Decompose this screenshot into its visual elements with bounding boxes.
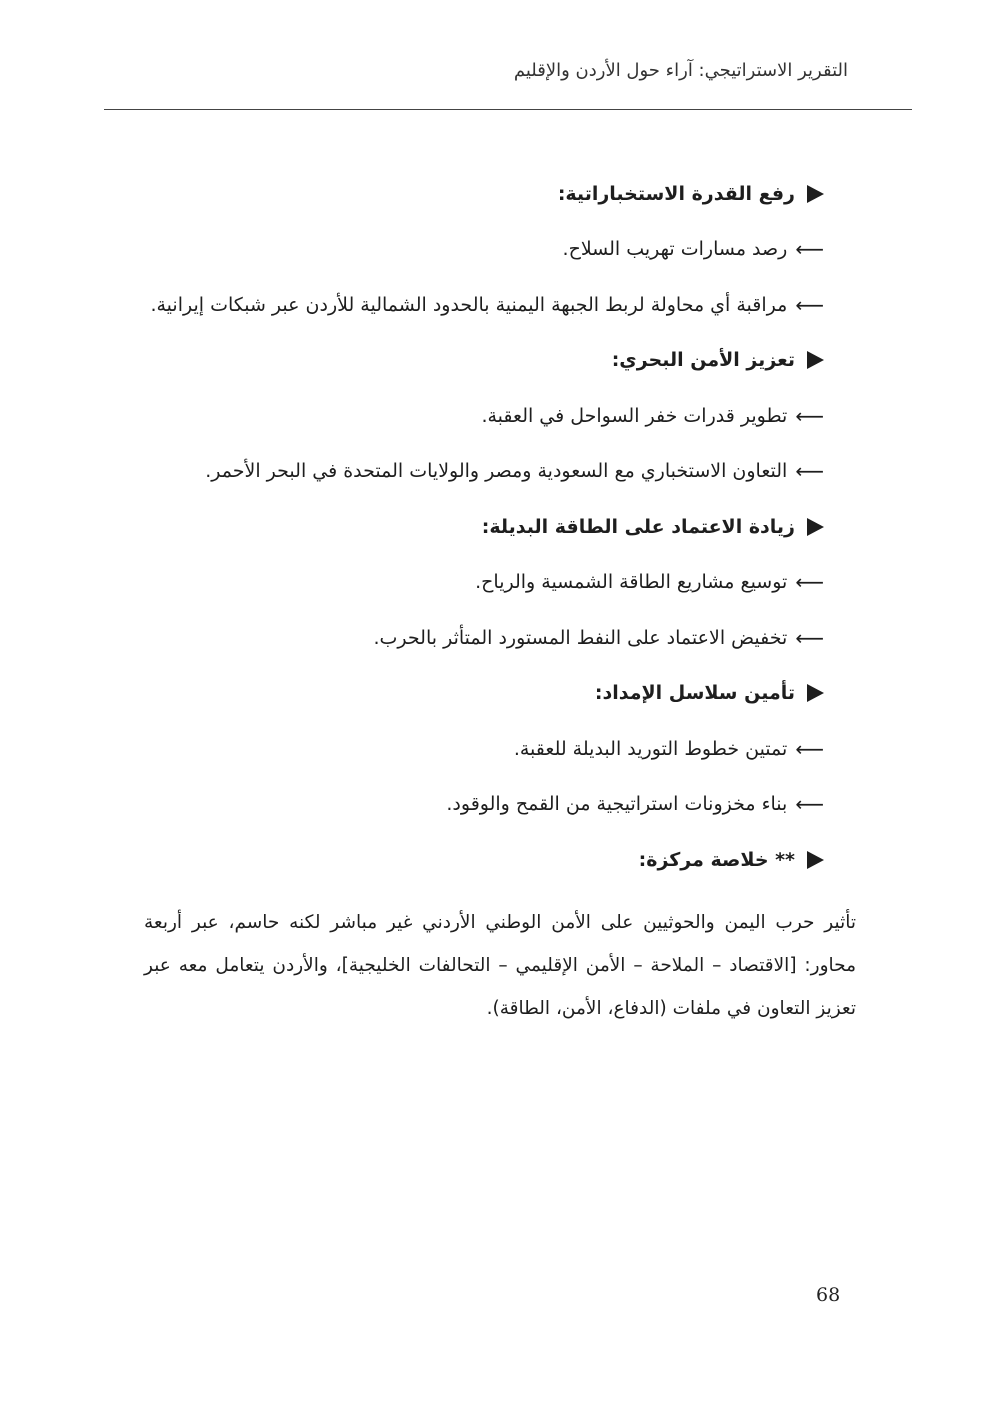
left-arrow-icon: ⟵ [795, 736, 824, 761]
triangle-bullet-icon [807, 351, 824, 369]
section-heading [124, 499, 824, 555]
section-heading [124, 666, 824, 722]
list-item-text: تخفيض الاعتماد على النفط المستورد المتأثر بالحرب. [373, 626, 788, 649]
list-item-text: مراقبة أي محاولة لربط الجبهة اليمنية بالحدود الشمالية للأردن عبر شبكات إيرانية. [150, 293, 788, 316]
triangle-bullet-icon [807, 684, 824, 702]
section-heading [124, 166, 824, 222]
left-arrow-icon: ⟵ [795, 625, 824, 650]
left-arrow-icon: ⟵ [795, 292, 824, 317]
left-arrow-icon: ⟵ [795, 403, 824, 428]
page-content [124, 166, 824, 888]
left-arrow-icon: ⟵ [795, 459, 824, 484]
list-item [124, 444, 824, 500]
list-item-text: توسيع مشاريع الطاقة الشمسية والرياح. [475, 571, 788, 594]
list-item-text: رصد مسارات تهريب السلاح. [562, 238, 788, 261]
left-arrow-icon: ⟵ [795, 237, 824, 262]
list-item-text: تطوير قدرات خفر السواحل في العقبة. [481, 404, 788, 427]
list-item-text: بناء مخزونات استراتيجية من القمح والوقود. [446, 793, 788, 816]
list-item [124, 610, 824, 666]
left-arrow-icon: ⟵ [795, 792, 824, 817]
running-header: التقرير الاستراتيجي: آراء حول الأردن والإقليم [513, 60, 848, 81]
list-item-text: تمتين خطوط التوريد البديلة للعقبة. [513, 737, 788, 760]
section-heading-text: تعزيز الأمن البحري: [611, 349, 795, 372]
section-heading-text: زيادة الاعتماد على الطاقة البديلة: [481, 515, 795, 538]
list-item [124, 222, 824, 278]
section-heading [124, 832, 824, 888]
header-divider [104, 109, 912, 110]
page-number: 68 [816, 1284, 841, 1306]
list-item [124, 277, 824, 333]
triangle-bullet-icon [807, 185, 824, 203]
list-item [124, 555, 824, 611]
list-item [124, 721, 824, 777]
list-item [124, 388, 824, 444]
summary-paragraph: تأثير حرب اليمن والحوثيين على الأمن الوطني الأردني غير مباشر لكنه حاسم، عبر أربعة محاور: [الاقتصاد – الملاحة – الأمن الإقليمي – التحالفات الخليجية]، والأردن يتعامل معه عبر تعزيز التعاون في ملفات (الدفاع، الأمن، الطاقة). [144, 911, 856, 1019]
triangle-bullet-icon [807, 851, 824, 869]
list-item [124, 777, 824, 833]
section-heading [124, 333, 824, 389]
section-heading-text: ** خلاصة مركزة: [638, 848, 795, 871]
section-heading-text: تأمين سلاسل الإمداد: [594, 682, 795, 705]
list-item-text: التعاون الاستخباري مع السعودية ومصر والولايات المتحدة في البحر الأحمر. [205, 460, 788, 483]
section-heading-text: رفع القدرة الاستخباراتية: [557, 182, 795, 205]
triangle-bullet-icon [807, 518, 824, 536]
left-arrow-icon: ⟵ [795, 570, 824, 595]
